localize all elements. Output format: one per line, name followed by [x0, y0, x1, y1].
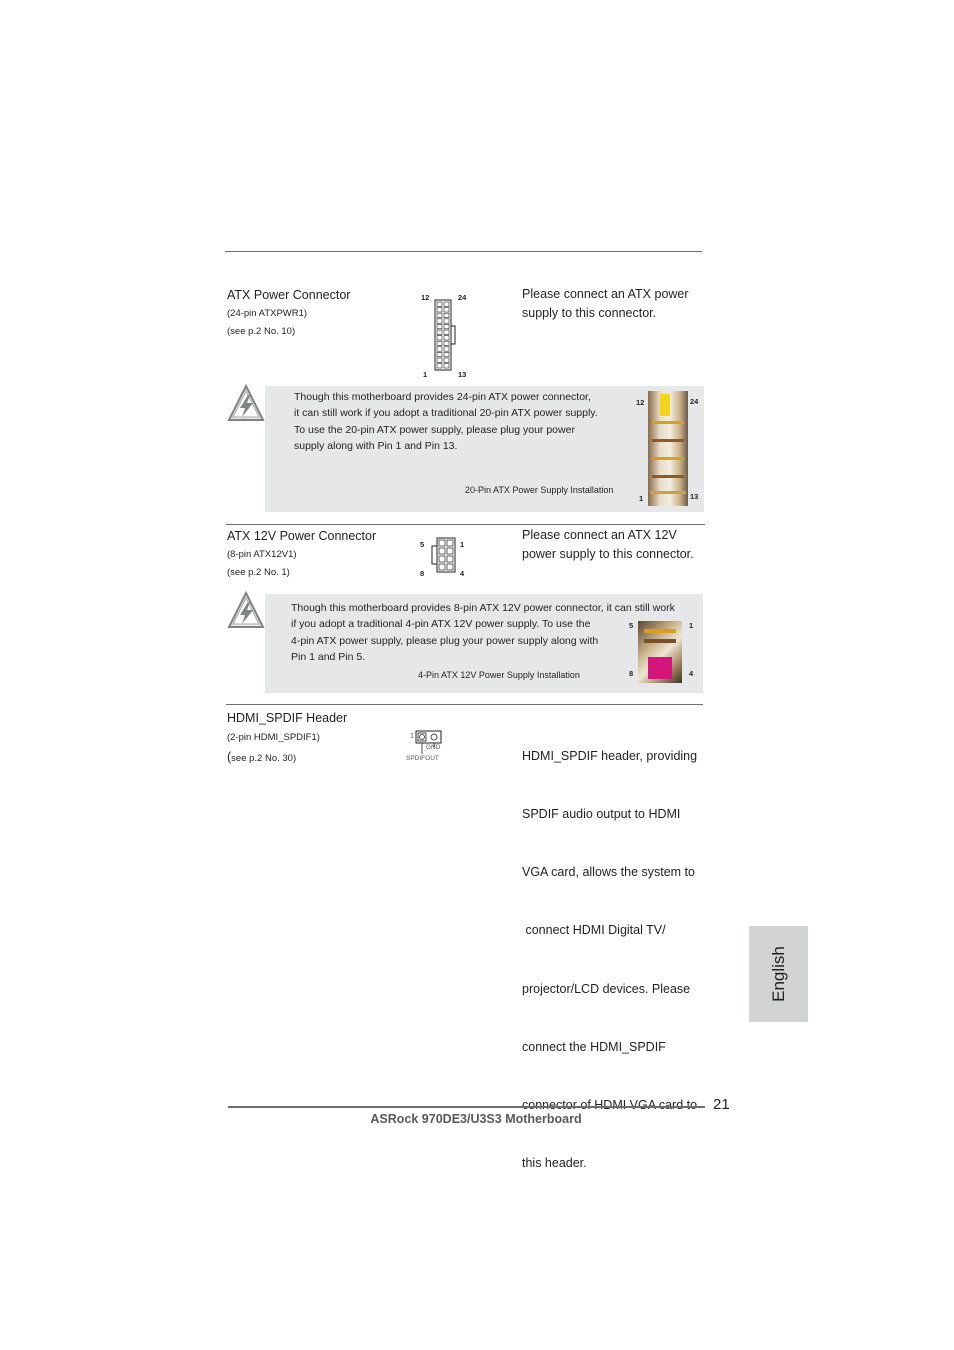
- atx-note-line: Though this motherboard provides 24-pin ATX power connector,: [294, 391, 591, 403]
- atx12v-desc-line: Please connect an ATX 12V: [522, 528, 677, 542]
- atx-description: [522, 285, 689, 324]
- spdif-desc-line: projector/LCD devices. Please: [522, 981, 691, 996]
- atx-pin-label-1: 1: [423, 370, 428, 379]
- spdif-desc-line: HDMI_SPDIF header, providing: [522, 748, 698, 763]
- atx-note-caption: 20-Pin ATX Power Supply Installation: [465, 485, 614, 495]
- atx-note-text: [294, 389, 598, 454]
- atx12v-pin-label-1: 1: [460, 540, 465, 549]
- spdif-desc-line: connect the HDMI_SPDIF: [522, 1039, 666, 1054]
- atx12v-install-photo: [638, 621, 682, 683]
- atx-connector-icon: [434, 299, 458, 371]
- top-rule: [225, 251, 702, 252]
- atx12v-photo-label-5: 5: [629, 621, 634, 630]
- spdif-ref-text: see p.2 No. 30): [231, 753, 297, 764]
- atx-pin-label-24: 24: [458, 293, 467, 302]
- atx-note-box: [265, 386, 704, 512]
- atx-photo-label-24: 24: [690, 397, 699, 406]
- atx-ref: (see p.2 No. 10): [227, 326, 296, 337]
- language-tab-label: English: [768, 946, 788, 1002]
- atx-note-line: To use the 20-pin ATX power supply, please plug your power: [294, 423, 575, 436]
- atx-photo-label-12: 12: [636, 398, 645, 407]
- footer-model: ASRock 970DE3/U3S3 Motherboard: [370, 1112, 582, 1126]
- atx-desc-line: supply to this connector.: [522, 306, 657, 321]
- spdif-title: HDMI_SPDIF Header: [227, 711, 348, 725]
- atx12v-desc-line: power supply to this connector.: [522, 547, 694, 562]
- warning-icon: [226, 590, 266, 630]
- spdif-desc-line: VGA card, allows the system to: [522, 865, 695, 880]
- spdif-desc-line: connect HDMI Digital TV/: [522, 923, 666, 938]
- atx12v-pin-label-8: 8: [420, 569, 425, 578]
- atx12v-note-text: [291, 600, 675, 665]
- spdif-ref: [227, 750, 296, 764]
- spdif-out-label: SPDIFOUT: [406, 755, 439, 762]
- atx12v-photo-label-1: 1: [689, 621, 694, 630]
- atx12v-photo-label-8: 8: [629, 669, 634, 678]
- atx12v-connector-icon: [431, 537, 457, 573]
- atx-pin-label-13: 13: [458, 370, 467, 379]
- spdif-gnd-label: GND: [426, 744, 441, 751]
- atx12v-title: ATX 12V Power Connector: [227, 529, 377, 543]
- atx-install-photo: [648, 391, 688, 506]
- atx12v-ref: (see p.2 No. 1): [227, 567, 290, 578]
- atx-photo-label-1: 1: [639, 494, 644, 503]
- atx12v-note-line: Pin 1 and Pin 5.: [291, 650, 366, 663]
- atx12v-note-caption: 4-Pin ATX 12V Power Supply Installation: [418, 670, 580, 680]
- atx-desc-line: Please connect an ATX power: [522, 287, 689, 301]
- spdif-connector-icon: [415, 730, 443, 756]
- atx12v-pin-label-4: 4: [460, 569, 465, 578]
- spdif-ref-paren: (: [227, 750, 232, 764]
- atx12v-description: [522, 526, 694, 565]
- atx-note-line: it can still work if you adopt a traditional 20-pin ATX power supply.: [294, 407, 598, 420]
- section-rule: [226, 524, 705, 525]
- atx-title: ATX Power Connector: [227, 288, 351, 302]
- warning-icon: [226, 383, 266, 423]
- spdif-pins: (2-pin HDMI_SPDIF1): [227, 732, 320, 743]
- atx12v-note-line: Though this motherboard provides 8-pin ATX 12V power connector, it can still work: [291, 602, 675, 614]
- spdif-desc-line: SPDIF audio output to HDMI: [522, 807, 681, 822]
- atx-note-line: supply along with Pin 1 and Pin 13.: [294, 439, 458, 452]
- atx12v-pins: (8-pin ATX12V1): [227, 549, 297, 560]
- spdif-pin-label-1: 1: [410, 733, 414, 740]
- page-number: 21: [713, 1096, 730, 1113]
- atx-pins: (24-pin ATXPWR1): [227, 308, 308, 319]
- footer-rule: [228, 1106, 705, 1108]
- atx12v-note-box: [265, 594, 703, 693]
- atx-pin-label-12: 12: [421, 293, 430, 302]
- section-rule: [226, 704, 703, 705]
- spdif-desc-line: this header.: [522, 1156, 587, 1171]
- atx12v-pin-label-5: 5: [420, 540, 425, 549]
- language-tab: [749, 926, 808, 1022]
- atx12v-note-line: 4-pin ATX power supply, please plug your power supply along with: [291, 634, 599, 647]
- atx-photo-label-13: 13: [690, 492, 699, 501]
- atx12v-note-line: if you adopt a traditional 4-pin ATX 12V power supply. To use the: [291, 618, 591, 631]
- atx12v-photo-label-4: 4: [689, 669, 694, 678]
